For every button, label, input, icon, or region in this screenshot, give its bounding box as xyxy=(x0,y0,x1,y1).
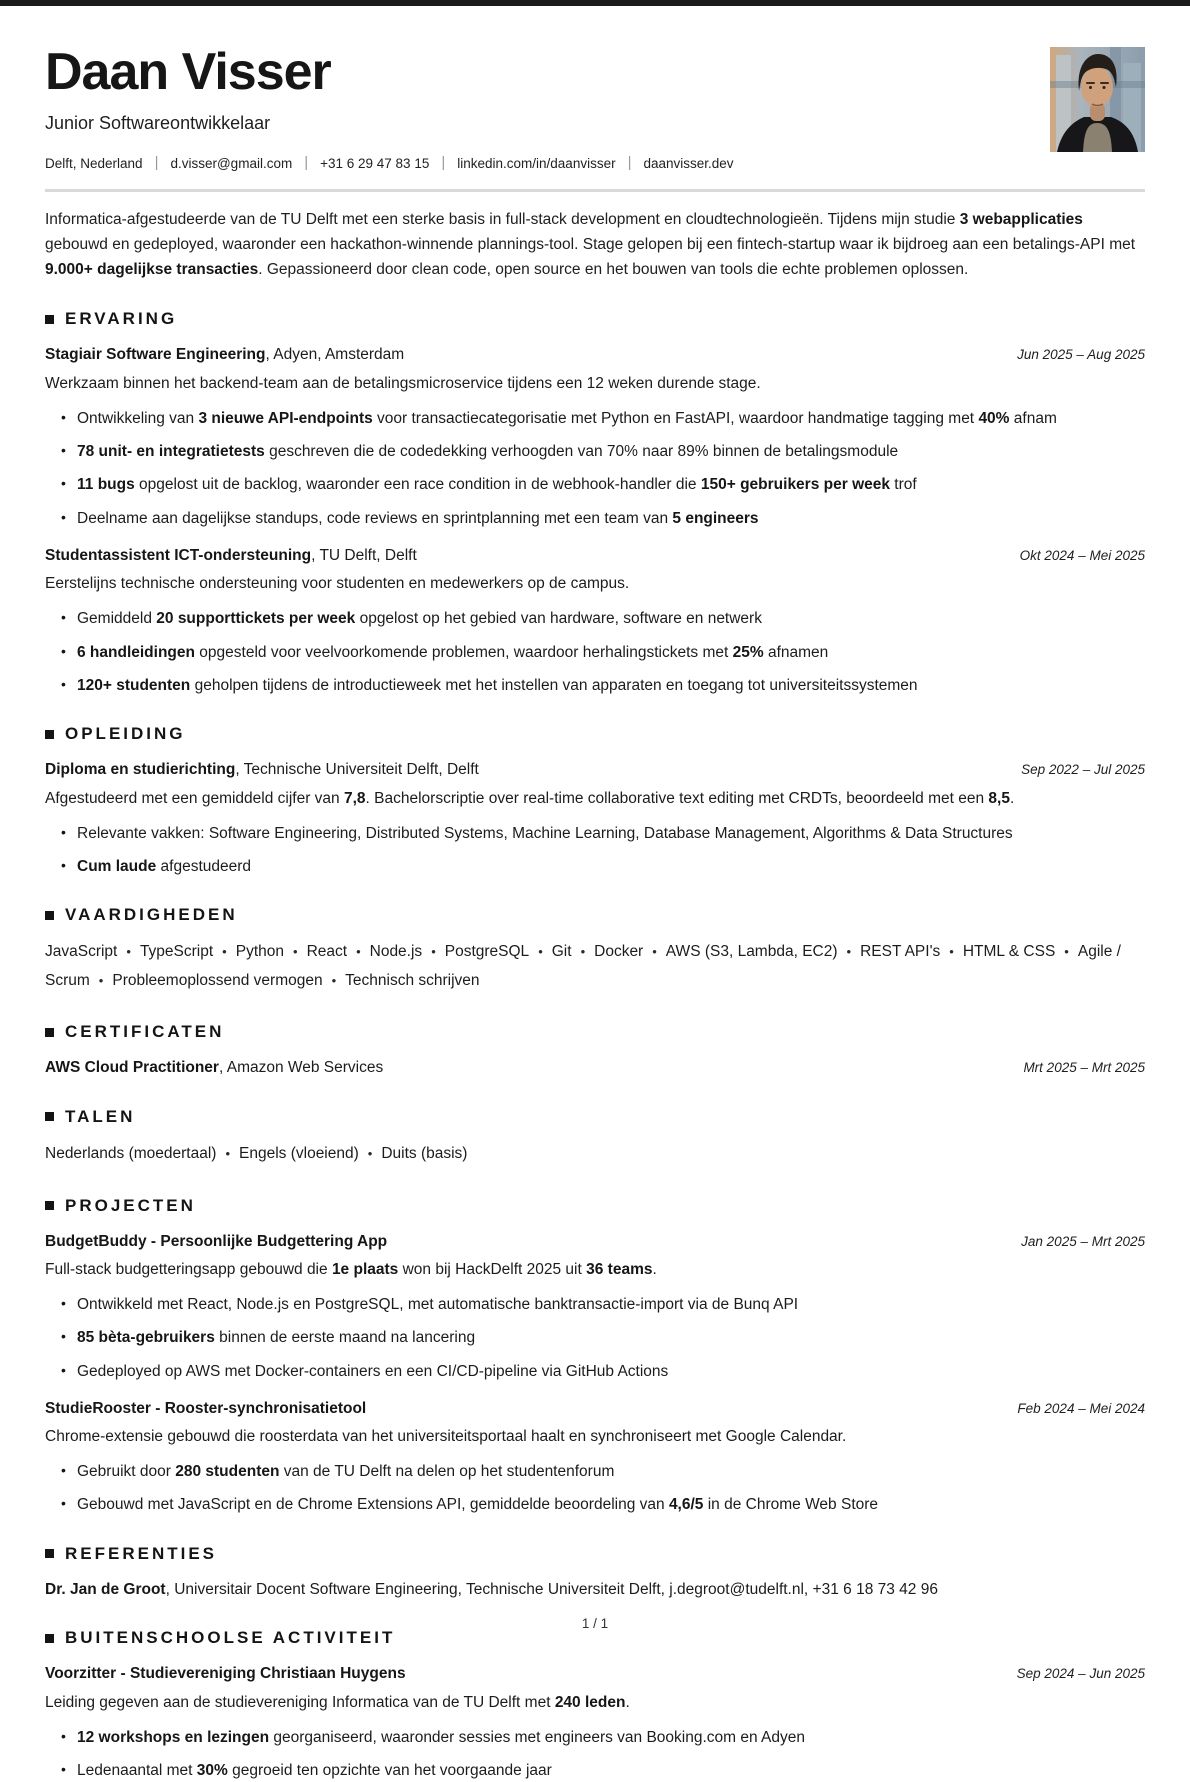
page-indicator: 1 / 1 xyxy=(581,1616,609,1631)
section-heading xyxy=(45,1107,1145,1127)
page-footer xyxy=(0,1616,1190,1631)
contact-separator: | xyxy=(154,154,159,171)
bullet-item: • Deelname aan dagelijkse standups, code reviews en sprintplanning met een team van 5 engineers xyxy=(77,507,1145,530)
entry-date: Sep 2024 – Jun 2025 xyxy=(1016,1666,1145,1682)
square-bullet-icon xyxy=(45,315,54,324)
section-title: OPLEIDING xyxy=(65,724,186,744)
contact-row xyxy=(45,155,734,172)
contact-separator: | xyxy=(304,154,309,171)
contact-separator: | xyxy=(627,154,632,171)
entry-title: BudgetBuddy - Persoonlijke Budgettering App xyxy=(45,1232,388,1250)
contact-separator: | xyxy=(441,154,446,171)
section-talen xyxy=(45,1107,1145,1169)
bullet-item: • 11 bugs opgelost uit de backlog, waaronder een race condition in de webhook-handler die 150+ gebruikers per week trof xyxy=(77,473,1145,496)
bullet-item: • Gedeployed op AWS met Docker-containers en een CI/CD-pipeline via GitHub Actions xyxy=(77,1360,1145,1383)
section-title: ERVARING xyxy=(65,309,178,329)
bullet-item: • 6 handleidingen opgesteld voor veelvoorkomende problemen, waardoor herhalingstickets met 25% afnamen xyxy=(77,641,1145,664)
contact-item: daanvisser.dev xyxy=(643,156,734,171)
section-buitenschoolse-activiteit xyxy=(45,1628,1145,1782)
dot-separator: • xyxy=(126,944,131,960)
entry xyxy=(45,344,1145,529)
section-heading xyxy=(45,724,1145,744)
entry-title: StudieRooster - Rooster-synchronisatietool xyxy=(45,1399,367,1417)
list-item: Technisch schrijven xyxy=(345,971,480,989)
section-opleiding xyxy=(45,724,1145,878)
entry-date: Sep 2022 – Jul 2025 xyxy=(1021,762,1145,778)
inline-list xyxy=(45,938,1145,995)
header-divider xyxy=(45,189,1145,192)
header xyxy=(45,0,1145,172)
entry xyxy=(45,1231,1145,1383)
contact-item: linkedin.com/in/daanvisser xyxy=(457,156,616,171)
bullet-list xyxy=(45,407,1145,530)
section-title: VAARDIGHEDEN xyxy=(65,905,238,925)
entry xyxy=(45,1579,1145,1601)
square-bullet-icon xyxy=(45,1634,54,1643)
entry-description: Leiding gegeven aan de studievereniging Informatica van de TU Delft met 240 leden. xyxy=(45,1693,630,1711)
dot-separator: • xyxy=(98,972,104,988)
dot-separator: • xyxy=(222,944,227,960)
dot-separator: • xyxy=(356,944,361,960)
section-heading xyxy=(45,1544,1145,1564)
list-item: AWS (S3, Lambda, EC2) xyxy=(665,943,838,961)
section-certificaten xyxy=(45,1022,1145,1079)
section-vaardigheden xyxy=(45,905,1145,995)
header-text xyxy=(45,43,734,172)
bullet-item: • 78 unit- en integratietests geschreven die de codedekking verhoogden van 70% naar 89% binnen de betalingsmodule xyxy=(77,440,1145,463)
bullet-item: • Ontwikkeling van 3 nieuwe API-endpoints voor transactiecategorisatie met Python en FastAPI, waardoor handmatige tagging met 40% afnam xyxy=(77,407,1145,430)
contact-item: d.visser@gmail.com xyxy=(170,156,293,171)
dot-separator: • xyxy=(538,944,543,960)
entry xyxy=(45,1663,1145,1782)
list-item: Nederlands (moedertaal) xyxy=(45,1144,217,1162)
dot-separator: • xyxy=(367,1145,373,1161)
entry xyxy=(45,545,1145,697)
list-item: Git xyxy=(551,943,572,961)
bullet-item: • 85 bèta-gebruikers binnen de eerste maand na lancering xyxy=(77,1326,1145,1349)
bullet-list xyxy=(45,607,1145,697)
square-bullet-icon xyxy=(45,911,54,920)
section-title: TALEN xyxy=(65,1106,136,1126)
summary-text: Informatica-afgestudeerde van de TU Delft met een sterke basis in full-stack development en cloudtechnologieën. Tijdens mijn studie 3 webapplicaties gebouwd en gedeployed, waaronder een hackathon-winnende plannings-tool. Stage gelopen bij een fintech-startup waar ik bijdroeg aan een betalings-API met 9.000+ dagelijkse transacties. Gepassioneerd door clean code, open source en het bouwen van tools die echte problemen oplossen. xyxy=(45,211,1136,279)
dot-separator: • xyxy=(293,944,298,960)
entry-header xyxy=(45,1398,1145,1420)
entry-header xyxy=(45,344,1145,366)
list-item: HTML & CSS xyxy=(962,943,1056,961)
entry-header xyxy=(45,1231,1145,1253)
bullet-list xyxy=(45,822,1145,879)
bullet-item: • 12 workshops en lezingen georganiseerd, waaronder sessies met engineers van Booking.com en Adyen xyxy=(77,1726,1145,1749)
entry-header xyxy=(45,759,1145,781)
bullet-item: • 120+ studenten geholpen tijdens de introductieweek met het instellen van apparaten en toegang tot universiteitssystemen xyxy=(77,674,1145,697)
square-bullet-icon xyxy=(45,1028,54,1037)
entry-title: Dr. Jan de Groot, Universitair Docent Software Engineering, Technische Universiteit Delft, j.degroot@tudelft.nl, +31 6 18 73 42 96 xyxy=(45,1580,938,1598)
list-item: REST API's xyxy=(860,943,941,961)
list-item: PostgreSQL xyxy=(444,943,530,961)
entry-title: AWS Cloud Practitioner, Amazon Web Services xyxy=(45,1059,384,1077)
entry-description: Full-stack budgetteringsapp gebouwd die 1e plaats won bij HackDelft 2025 uit 36 teams. xyxy=(45,1260,657,1278)
person-name: Daan Visser xyxy=(45,43,331,101)
entry-date: Okt 2024 – Mei 2025 xyxy=(1019,547,1145,563)
entry-title: Stagiair Software Engineering, Adyen, Amsterdam xyxy=(45,346,405,364)
list-item: Engels (vloeiend) xyxy=(239,1144,359,1162)
list-item: Node.js xyxy=(369,943,423,961)
section-projecten xyxy=(45,1196,1145,1517)
bullet-list xyxy=(45,1293,1145,1383)
bullet-item: • Relevante vakken: Software Engineering, Distributed Systems, Machine Learning, Database Management, Algorithms & Data Structures xyxy=(77,822,1145,845)
entry-header xyxy=(45,1663,1145,1685)
section-heading xyxy=(45,1196,1145,1216)
section-heading xyxy=(45,905,1145,925)
dot-separator: • xyxy=(580,944,586,960)
contact-item: +31 6 29 47 83 15 xyxy=(320,156,430,171)
bullet-item: • Gemiddeld 20 supporttickets per week opgelost op het gebied van hardware, software en netwerk xyxy=(77,607,1145,630)
entry-date: Mrt 2025 – Mrt 2025 xyxy=(1023,1060,1145,1076)
section-title: CERTIFICATEN xyxy=(65,1022,225,1042)
section-ervaring xyxy=(45,309,1145,697)
bullet-item: • Gebouwd met JavaScript en de Chrome Extensions API, gemiddelde beoordeling van 4,6/5 in de Chrome Web Store xyxy=(77,1493,1145,1516)
entry-description: Eerstelijns technische ondersteuning voor studenten en medewerkers op de campus. xyxy=(45,575,630,593)
list-item: Probleemoplossend vermogen xyxy=(112,971,323,989)
dot-separator: • xyxy=(846,944,852,960)
entry-description: Chrome-extensie gebouwd die roosterdata van het universiteitsportaal haalt en synchroniseert met Google Calendar. xyxy=(45,1428,847,1446)
entry-header xyxy=(45,1579,1145,1601)
dot-separator: • xyxy=(949,944,954,960)
section-heading xyxy=(45,309,1145,329)
entry-description: Afgestudeerd met een gemiddeld cijfer van 7,8. Bachelorscriptie over real-time collaborative text editing met CRDTs, beoordeeld met een 8,5. xyxy=(45,789,1015,807)
square-bullet-icon xyxy=(45,1549,54,1558)
job-title: Junior Softwareontwikkelaar xyxy=(45,113,271,133)
list-item: Docker xyxy=(594,943,644,961)
bullet-list xyxy=(45,1460,1145,1517)
entry xyxy=(45,1398,1145,1517)
profile-photo xyxy=(1050,47,1145,152)
entry-header xyxy=(45,1057,1145,1079)
entry xyxy=(45,1057,1145,1079)
section-title: BUITENSCHOOLSE ACTIVITEIT xyxy=(65,1628,396,1648)
section-heading xyxy=(45,1628,1145,1648)
list-item: React xyxy=(306,943,348,961)
list-item: TypeScript xyxy=(139,943,214,961)
entry-date: Feb 2024 – Mei 2024 xyxy=(1017,1400,1145,1416)
list-item: Python xyxy=(235,943,284,961)
entry-date: Jan 2025 – Mrt 2025 xyxy=(1021,1233,1145,1249)
bullet-item: • Gebruikt door 280 studenten van de TU Delft na delen op het studentenforum xyxy=(77,1460,1145,1483)
bullet-item: • Ontwikkeld met React, Node.js en PostgreSQL, met automatische banktransactie-import via de Bunq API xyxy=(77,1293,1145,1316)
dot-separator: • xyxy=(431,944,436,960)
bullet-list xyxy=(45,1726,1145,1782)
dot-separator: • xyxy=(1064,944,1069,960)
top-bar xyxy=(0,0,1190,6)
bullet-item: • Cum laude afgestudeerd xyxy=(77,855,1145,878)
list-item: Duits (basis) xyxy=(381,1144,468,1162)
profile-photo-illustration xyxy=(1050,47,1145,152)
entry-title: Studentassistent ICT-ondersteuning, TU Delft, Delft xyxy=(45,546,417,564)
square-bullet-icon xyxy=(45,1112,54,1121)
list-item: Agile / Scrum xyxy=(45,943,1121,989)
section-title: REFERENTIES xyxy=(65,1543,218,1563)
entry-date: Jun 2025 – Aug 2025 xyxy=(1017,347,1145,363)
entry xyxy=(45,759,1145,878)
dot-separator: • xyxy=(225,1145,231,1161)
sections-container xyxy=(45,309,1145,1782)
contact-item: Delft, Nederland xyxy=(45,156,143,171)
entry-title: Voorzitter - Studievereniging Christiaan Huygens xyxy=(45,1665,406,1683)
list-item: JavaScript xyxy=(45,943,118,961)
section-heading xyxy=(45,1022,1145,1042)
entry-description: Werkzaam binnen het backend-team aan de betalingsmicroservice tijdens een 12 weken durende stage. xyxy=(45,374,761,392)
section-title: PROJECTEN xyxy=(65,1195,196,1215)
entry-title: Diploma en studierichting, Technische Universiteit Delft, Delft xyxy=(45,761,479,779)
square-bullet-icon xyxy=(45,730,54,739)
section-referenties xyxy=(45,1544,1145,1601)
entry-header xyxy=(45,545,1145,567)
inline-list xyxy=(45,1140,1145,1169)
square-bullet-icon xyxy=(45,1201,54,1210)
dot-separator: • xyxy=(652,944,657,960)
dot-separator: • xyxy=(331,972,337,988)
bullet-item: • Ledenaantal met 30% gegroeid ten opzichte van het voorgaande jaar xyxy=(77,1759,1145,1782)
